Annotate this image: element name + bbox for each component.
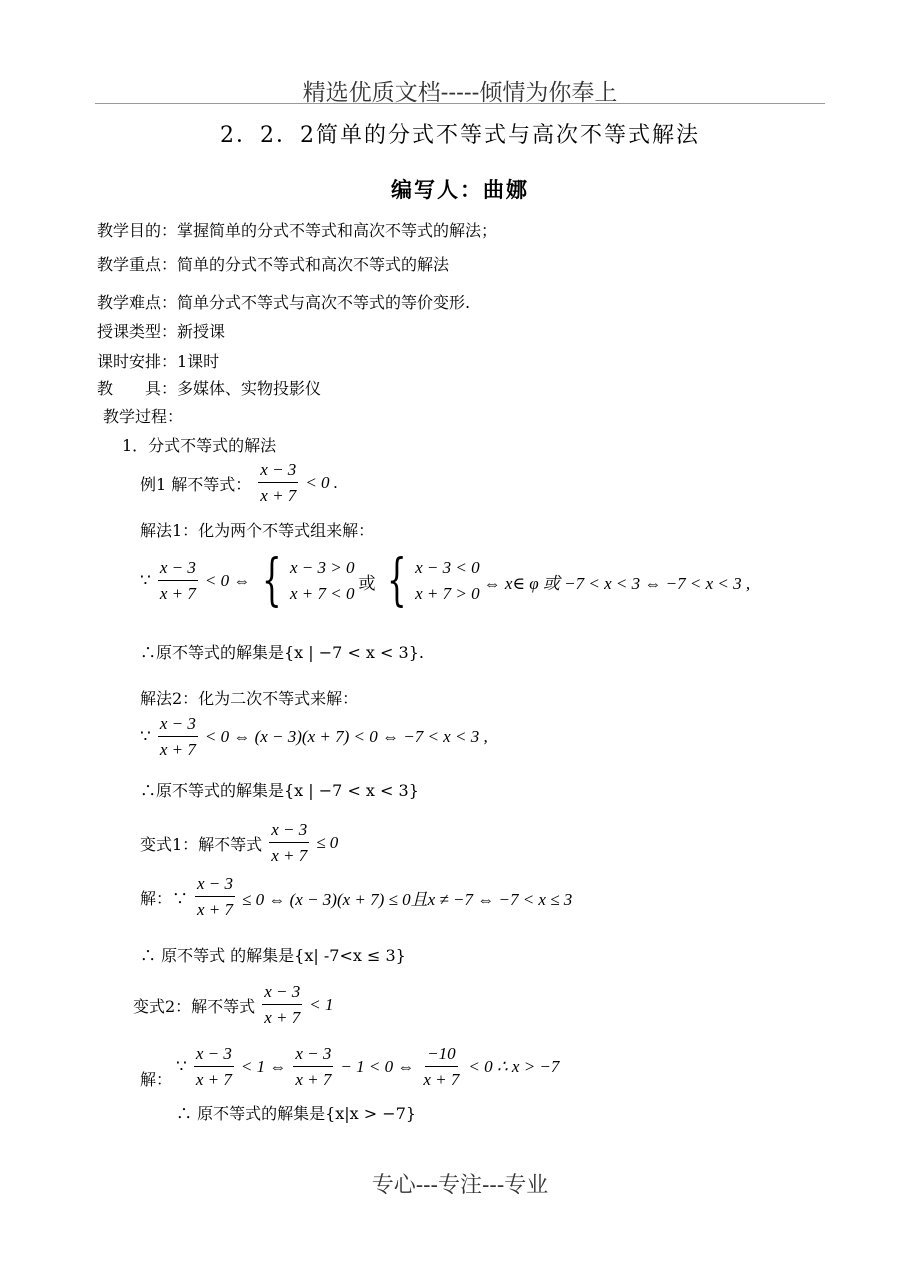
fraction-denominator: x + 7 bbox=[264, 1008, 301, 1027]
variant-1-label: 变式1：解不等式 bbox=[140, 834, 263, 854]
because-symbol: ∵ bbox=[176, 1057, 187, 1077]
variant-2 bbox=[133, 982, 333, 1028]
variant-2-tail: < 1 bbox=[309, 995, 334, 1014]
variant-2-step-2: − 1 < 0 ⇔ bbox=[340, 1057, 415, 1076]
system-b-line-2: x + 7 > 0 bbox=[415, 584, 480, 603]
info-line-purpose: 教学目的：掌握简单的分式不等式和高次不等式的解法； bbox=[97, 221, 498, 240]
fraction-denominator: x + 7 bbox=[295, 1070, 332, 1089]
variant-2-solution-prefix: 解： bbox=[140, 1070, 173, 1089]
variant-2-result: ∴ 原不等式的解集是{x|x > −7} bbox=[176, 1104, 417, 1123]
fraction bbox=[194, 1044, 234, 1090]
variant-1-solution bbox=[140, 874, 572, 920]
page-header: 精选优质文档-----倾情为你奉上 bbox=[302, 80, 618, 106]
variant-1-result: ∴ 原不等式 的解集是{x| -7<x ≤ 3} bbox=[140, 946, 406, 965]
info-line-hours: 课时安排：1课时 bbox=[97, 352, 220, 371]
variant-1-solution-prefix: 解：∵ bbox=[140, 888, 189, 908]
variant-1-solution-tail: ≤ 0 ⇔ (x − 3)(x + 7) ≤ 0且x ≠ −7 ⇔ −7 < x ≤ 3 bbox=[242, 889, 573, 909]
header-rule bbox=[95, 103, 825, 104]
process-label: 教学过程： bbox=[103, 407, 184, 426]
info-line-keypoint: 教学重点：简单的分式不等式和高次不等式的解法 bbox=[97, 255, 450, 274]
fraction bbox=[258, 460, 298, 506]
method-1-label: 解法1：化为两个不等式组来解： bbox=[140, 521, 375, 540]
fraction bbox=[158, 558, 198, 604]
or-word: 或 bbox=[358, 573, 376, 594]
fraction bbox=[293, 1044, 333, 1090]
variant-1 bbox=[140, 820, 338, 866]
fraction-denominator: x + 7 bbox=[159, 584, 196, 603]
because-symbol: ∵ bbox=[140, 727, 151, 747]
fraction bbox=[195, 874, 235, 920]
method-1-tail: ⇔ x∈ φ 或 −7 < x < 3 ⇔ −7 < x < 3 , bbox=[483, 573, 751, 593]
author-line: 编写人：曲娜 bbox=[391, 177, 529, 202]
system-a-line-2: x + 7 < 0 bbox=[289, 584, 355, 603]
system-a-line-1: x − 3 > 0 bbox=[289, 558, 355, 577]
page-footer: 专心---专注---专业 bbox=[371, 1173, 549, 1198]
left-brace-icon: { bbox=[262, 548, 282, 613]
fraction-numerator: x − 3 bbox=[269, 820, 309, 843]
fraction-numerator: x − 3 bbox=[293, 1044, 333, 1067]
fraction bbox=[421, 1044, 461, 1090]
fraction-numerator: x − 3 bbox=[258, 460, 298, 483]
fraction-numerator: x − 3 bbox=[262, 982, 302, 1005]
fraction-numerator: x − 3 bbox=[158, 714, 198, 737]
fraction-numerator: x − 3 bbox=[158, 558, 198, 581]
method-1-step: < 0 ⇔ bbox=[204, 571, 251, 590]
fraction bbox=[269, 820, 309, 866]
variant-2-step-1: < 1 ⇔ bbox=[240, 1057, 287, 1076]
variant-2-solution bbox=[140, 1044, 559, 1090]
fraction-denominator: x + 7 bbox=[423, 1070, 460, 1089]
fraction-denominator: x + 7 bbox=[195, 1070, 232, 1089]
section-heading: 1．分式不等式的解法 bbox=[122, 436, 277, 455]
method-2-tail: < 0 ⇔ (x − 3)(x + 7) < 0 ⇔ −7 < x < 3 , bbox=[204, 727, 488, 746]
fraction-numerator: −10 bbox=[425, 1044, 457, 1067]
info-line-type: 授课类型：新授课 bbox=[97, 322, 226, 341]
variant-1-tail: ≤ 0 bbox=[316, 833, 339, 852]
inequality-system-b bbox=[379, 548, 480, 613]
method-1-result: ∴原不等式的解集是{x | −7 < x < 3}. bbox=[140, 643, 424, 662]
fraction-denominator: x + 7 bbox=[197, 900, 234, 919]
method-2-derivation bbox=[140, 714, 488, 760]
fraction-numerator: x − 3 bbox=[194, 1044, 234, 1067]
info-line-difficulty: 教学难点：简单分式不等式与高次不等式的等价变形. bbox=[97, 293, 471, 312]
fraction bbox=[262, 982, 302, 1028]
variant-2-label: 变式2：解不等式 bbox=[133, 996, 256, 1016]
example-1-label: 例1 解不等式： bbox=[140, 474, 252, 494]
example-1 bbox=[140, 460, 338, 506]
variant-2-step-3: < 0 ∴ x > −7 bbox=[468, 1057, 560, 1076]
fraction bbox=[158, 714, 198, 760]
document-title: 2．2．2简单的分式不等式与高次不等式解法 bbox=[220, 123, 700, 148]
method-2-result: ∴原不等式的解集是{x | −7 < x < 3} bbox=[140, 781, 419, 800]
inequality-system-a bbox=[254, 548, 355, 613]
method-1-derivation bbox=[140, 548, 751, 613]
system-b-line-1: x − 3 < 0 bbox=[415, 558, 480, 577]
fraction-numerator: x − 3 bbox=[195, 874, 235, 897]
fraction-denominator: x + 7 bbox=[260, 486, 297, 505]
fraction-denominator: x + 7 bbox=[159, 740, 196, 759]
because-symbol: ∵ bbox=[140, 571, 151, 591]
fraction-denominator: x + 7 bbox=[271, 846, 308, 865]
example-1-tail: < 0 . bbox=[305, 473, 339, 492]
left-brace-icon: { bbox=[387, 548, 408, 613]
info-line-tools: 教 具：多媒体、实物投影仪 bbox=[97, 379, 322, 398]
method-2-label: 解法2：化为二次不等式来解： bbox=[140, 689, 359, 708]
